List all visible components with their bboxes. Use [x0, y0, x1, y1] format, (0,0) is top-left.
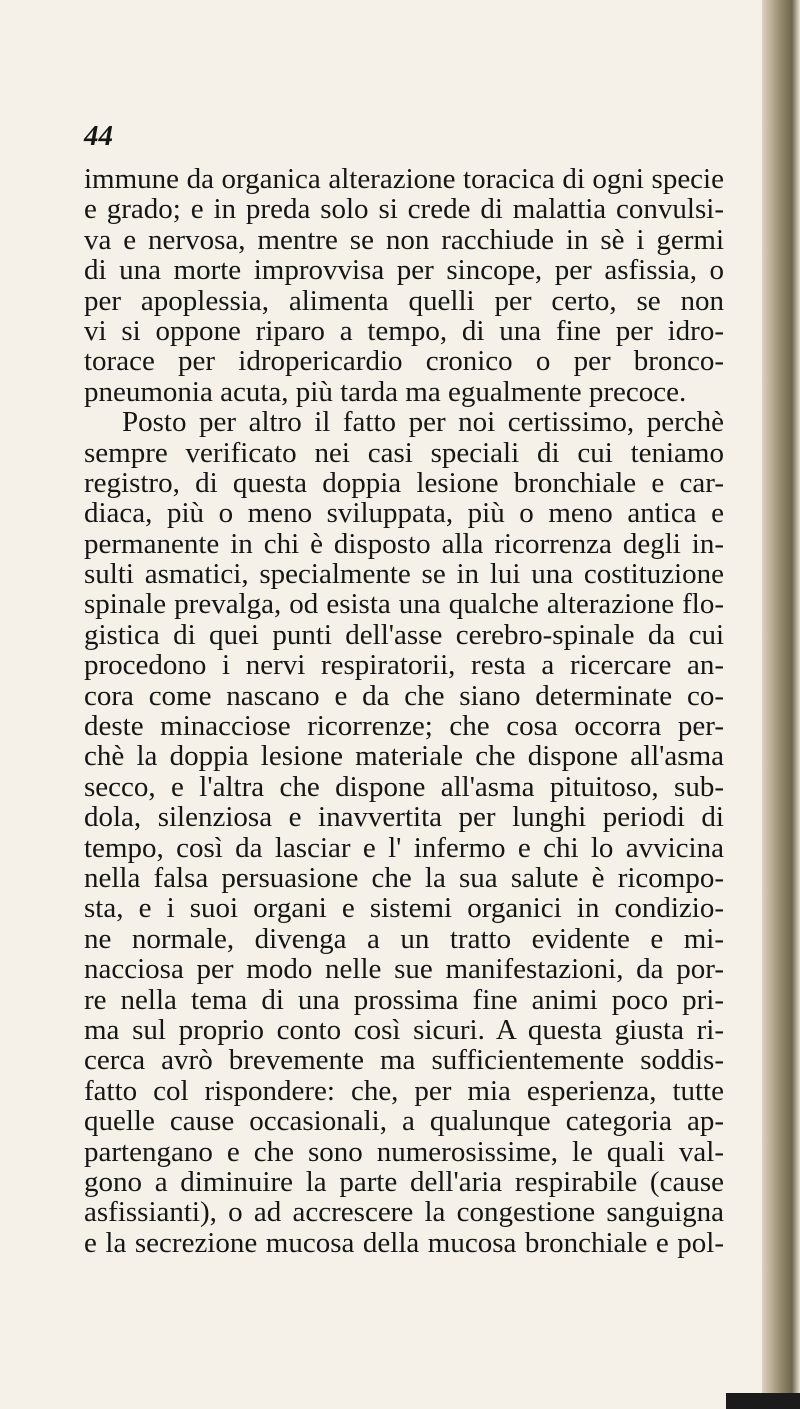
text-line: permanente in chi è disposto alla ricorrenza degli in- — [84, 527, 724, 560]
text-line: torace per idropericardio cronico o per bronco- — [84, 345, 724, 378]
text-line: e grado; e in preda solo si crede di malattia convulsi- — [84, 193, 724, 226]
text-line: tempo, così da lasciar e l' infermo e chi lo avvicina — [84, 831, 724, 864]
text-line: immune da organica alterazione toracica di ogni specie — [84, 163, 724, 195]
body-text — [84, 164, 724, 1258]
text-line: di una morte improvvisa per sincope, per asfissia, o — [84, 254, 724, 287]
scan-edge-mark — [726, 1393, 800, 1409]
text-line: gistica di quei punti dell'asse cerebro-spinale da cui — [84, 618, 724, 651]
text-line: secco, e l'altra che dispone all'asma pituitoso, sub- — [84, 770, 724, 803]
text-line: spinale prevalga, od esista una qualche alterazione flo- — [84, 588, 724, 621]
text-line: ne normale, divenga a un tratto evidente e mi- — [84, 922, 724, 955]
text-line: re nella tema di una prossima fine animi poco pri- — [84, 983, 724, 1016]
text-line: cora come nascano e da che siano determinate co- — [84, 679, 724, 712]
text-line: cerca avrò brevemente ma sufficientemente soddis- — [84, 1044, 724, 1077]
text-line: gono a diminuire la parte dell'aria respirabile (cause — [84, 1165, 724, 1198]
text-line: e la secrezione mucosa della mucosa bronchiale e pol- — [84, 1226, 724, 1259]
text-line: pneumonia acuta, più tarda ma egualmente precoce. — [84, 375, 687, 408]
text-line: partengano e che sono numerosissime, le quali val- — [84, 1135, 724, 1168]
page-number: 44 — [84, 120, 113, 152]
text-line: sulti asmatici, specialmente se in lui una costituzione — [84, 558, 724, 591]
text-line: procedono i nervi respiratorii, resta a ricercare an- — [84, 649, 724, 682]
text-line: sempre verificato nei casi speciali di cui teniamo — [84, 436, 724, 469]
text-line: dola, silenziosa e inavvertita per lunghi periodi di — [84, 801, 724, 834]
text-line: diaca, più o meno sviluppata, più o meno antica e — [84, 497, 724, 530]
text-line: quelle cause occasionali, a qualunque categoria ap- — [84, 1105, 724, 1138]
text-line: nella falsa persuasione che la sua salute è ricompo- — [84, 861, 724, 894]
text-line: chè la doppia lesione materiale che dispone all'asma — [84, 740, 724, 773]
text-line: deste minacciose ricorrenze; che cosa occorra per- — [84, 710, 724, 743]
text-line: sta, e i suoi organi e sistemi organici in condizio- — [84, 892, 724, 925]
text-line: fatto col rispondere: che, per mia esperienza, tutte — [84, 1074, 724, 1107]
text-line: vi si oppone riparo a tempo, di una fine per idro- — [84, 314, 724, 347]
text-line: Posto per altro il fatto per noi certissimo, perchè — [122, 406, 724, 439]
text-line: va e nervosa, mentre se non racchiude in sè i germi — [84, 223, 724, 256]
text-line: per apoplessia, alimenta quelli per certo, se non — [84, 284, 724, 317]
text-line: ma sul proprio conto così sicuri. A questa giusta ri- — [84, 1013, 724, 1046]
text-line: registro, di questa doppia lesione bronchiale e car- — [84, 466, 724, 499]
text-line: nacciosa per modo nelle sue manifestazioni, da por- — [84, 953, 724, 986]
text-line: asfissianti), o ad accrescere la congestione sanguigna — [84, 1196, 724, 1229]
page-edge — [762, 0, 800, 1409]
